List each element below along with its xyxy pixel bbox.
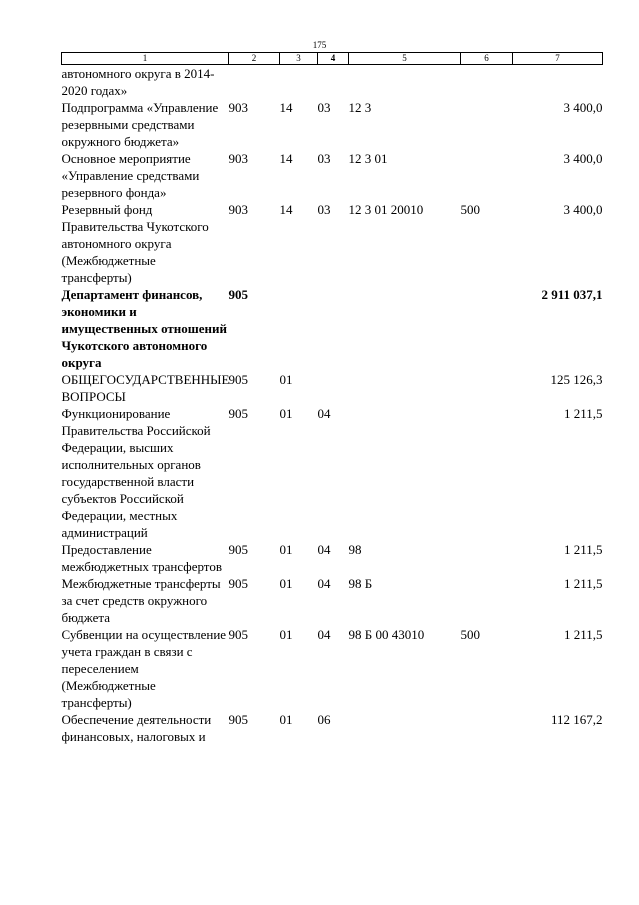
section-code-cell: 01 <box>279 576 293 591</box>
column-header: 5 <box>349 53 461 65</box>
expense-type-cell <box>461 575 513 626</box>
section-code-cell: 01 <box>279 712 293 727</box>
table-row <box>62 201 603 286</box>
section-code-cell: 14 <box>279 151 293 166</box>
table-row <box>62 575 603 626</box>
admin-code-cell <box>229 65 280 100</box>
admin-code-cell: 903 <box>228 100 248 115</box>
section-code-cell: 01 <box>279 627 293 642</box>
item-name-cell: автономного округа в 2014-2020 годах» <box>61 66 215 98</box>
subsection-code-cell: 03 <box>317 151 331 166</box>
table-row <box>62 405 603 541</box>
target-article-cell: 98 <box>348 542 362 557</box>
expense-type-cell: 500 <box>460 627 480 642</box>
subsection-code-cell: 04 <box>317 627 331 642</box>
expense-type-cell <box>461 711 513 745</box>
section-code-cell: 01 <box>279 406 293 421</box>
table-row <box>62 626 603 711</box>
column-header: 3 <box>280 53 318 65</box>
admin-code-cell: 905 <box>228 372 248 387</box>
table-row <box>62 541 603 575</box>
amount-cell: 125 126,3 <box>550 372 603 387</box>
column-header: 7 <box>513 53 603 65</box>
expense-type-cell <box>461 286 513 371</box>
admin-code-cell: 905 <box>228 627 248 642</box>
admin-code-cell: 903 <box>228 151 248 166</box>
amount-cell: 1 211,5 <box>563 627 603 642</box>
target-article-cell <box>349 405 461 541</box>
budget-table <box>61 52 603 745</box>
target-article-cell <box>349 286 461 371</box>
item-name-cell: Основное мероприятие «Управление средствами резервного фонда» <box>61 151 200 200</box>
target-article-cell: 12 3 <box>348 100 372 115</box>
amount-cell: 1 211,5 <box>563 542 603 557</box>
subsection-code-cell: 04 <box>317 576 331 591</box>
expense-type-cell <box>461 541 513 575</box>
section-code-cell: 01 <box>279 372 293 387</box>
column-header: 1 <box>62 53 229 65</box>
admin-code-cell: 905 <box>228 542 248 557</box>
admin-code-cell: 905 <box>228 406 248 421</box>
target-article-cell <box>349 371 461 405</box>
item-name-cell: Межбюджетные трансферты за счет средств окружного бюджета <box>61 576 221 625</box>
amount-cell: 112 167,2 <box>550 712 603 727</box>
target-article-cell <box>349 711 461 745</box>
amount-cell: 1 211,5 <box>563 406 603 421</box>
table-body <box>62 65 603 746</box>
expense-type-cell <box>461 150 513 201</box>
section-code-cell <box>280 65 318 100</box>
target-article-cell: 12 3 01 20010 <box>348 202 424 217</box>
page-number: 175 <box>312 40 327 50</box>
item-name-cell: Функционирование Правительства Российской Федерации, высших исполнительных органов государственной власти субъектов Российской Федерации, местных администраций <box>61 406 211 540</box>
admin-code-cell: 905 <box>228 712 248 727</box>
subsection-code-cell: 03 <box>317 100 331 115</box>
amount-cell: 3 400,0 <box>563 100 603 115</box>
target-article-cell: 12 3 01 <box>348 151 388 166</box>
expense-type-cell <box>461 405 513 541</box>
expense-type-cell <box>461 65 513 100</box>
table-row <box>62 65 603 100</box>
subsection-code-cell: 06 <box>317 712 331 727</box>
subsection-code-cell: 04 <box>317 542 331 557</box>
section-code-cell <box>280 286 318 371</box>
item-name-cell: Департамент финансов, экономики и имущественных отношений Чукотского автономного округа <box>61 287 227 370</box>
table-header-row <box>62 53 603 65</box>
subsection-code-cell: 03 <box>317 202 331 217</box>
section-code-cell: 14 <box>279 202 293 217</box>
amount-cell: 2 911 037,1 <box>541 287 603 302</box>
subsection-code-cell: 04 <box>317 406 331 421</box>
section-code-cell: 01 <box>279 542 293 557</box>
amount-cell <box>513 65 603 100</box>
item-name-cell: ОБЩЕГОСУДАРСТВЕННЫЕ ВОПРОСЫ <box>61 372 230 404</box>
expense-type-cell <box>461 99 513 150</box>
column-header: 4 <box>318 53 349 65</box>
table-row <box>62 99 603 150</box>
admin-code-cell: 905 <box>228 287 248 302</box>
column-header: 6 <box>461 53 513 65</box>
item-name-cell: Резервный фонд Правительства Чукотского автономного округа (Межбюджетные трансферты) <box>61 202 209 285</box>
table-row <box>62 150 603 201</box>
subsection-code-cell <box>318 65 349 100</box>
item-name-cell: Подпрограмма «Управление резервными средствами окружного бюджета» <box>61 100 219 149</box>
item-name-cell: Субвенции на осуществление учета граждан в связи с переселением (Межбюджетные трансферты) <box>61 627 227 710</box>
section-code-cell: 14 <box>279 100 293 115</box>
amount-cell: 1 211,5 <box>563 576 603 591</box>
admin-code-cell: 905 <box>228 576 248 591</box>
item-name-cell: Обеспечение деятельности финансовых, налоговых и <box>61 712 212 744</box>
target-article-cell <box>349 65 461 100</box>
subsection-code-cell <box>318 286 349 371</box>
target-article-cell: 98 Б 00 43010 <box>348 627 425 642</box>
table-row <box>62 371 603 405</box>
expense-type-cell: 500 <box>460 202 480 217</box>
table-row <box>62 711 603 745</box>
admin-code-cell: 903 <box>228 202 248 217</box>
item-name-cell: Предоставление межбюджетных трансфертов <box>61 542 222 574</box>
subsection-code-cell <box>318 371 349 405</box>
table-row <box>62 286 603 371</box>
target-article-cell: 98 Б <box>348 576 373 591</box>
column-header: 2 <box>229 53 280 65</box>
amount-cell: 3 400,0 <box>563 151 603 166</box>
amount-cell: 3 400,0 <box>563 202 603 217</box>
expense-type-cell <box>461 371 513 405</box>
